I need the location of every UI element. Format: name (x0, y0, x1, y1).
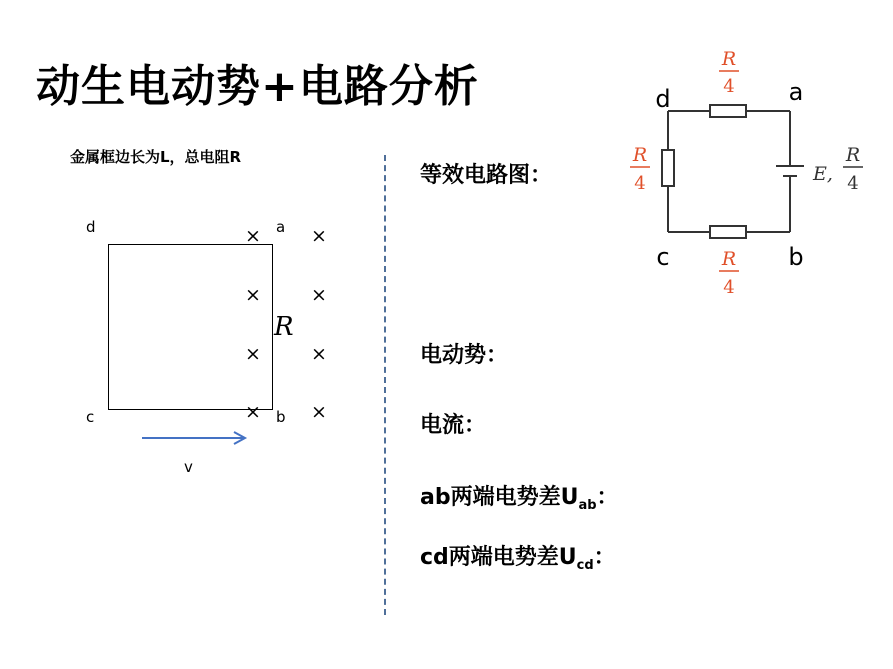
emf-symbol: E, (813, 163, 833, 185)
fraction-denominator: 4 (847, 173, 859, 194)
corner-label-b: b (276, 408, 286, 426)
frame-caption: 金属框边长为L，总电阻R (70, 148, 242, 166)
fraction-denominator: 4 (634, 173, 646, 194)
bottom-resistor-value (719, 248, 739, 298)
field-cross: × (245, 343, 261, 365)
ucd-heading (420, 540, 616, 573)
resistor-dc (662, 150, 674, 186)
velocity-label: v (184, 458, 193, 476)
equivalent-circuit (600, 40, 893, 310)
emf-heading: 电动势： (420, 343, 509, 368)
node-label-c: c (656, 243, 670, 271)
current-heading: 电流： (420, 413, 487, 438)
section-divider (384, 155, 386, 615)
field-cross: × (311, 343, 327, 365)
page-title: 动生电动势+电路分析 (36, 61, 479, 112)
circuit-heading: 等效电路图： (420, 163, 553, 188)
resistor-da (710, 105, 746, 117)
fraction-denominator: 4 (723, 76, 735, 97)
corner-label-a: a (276, 218, 286, 236)
ucd-text: cd两端电势差U (420, 545, 577, 570)
uab-subscript: ab (578, 498, 597, 513)
fraction-numerator: R (632, 144, 648, 166)
field-cross: × (311, 284, 327, 306)
left-resistor-value (630, 144, 650, 194)
fraction-denominator: 4 (723, 277, 735, 298)
uab-heading (420, 480, 619, 513)
uab-colon: ： (596, 485, 619, 510)
field-cross: × (311, 225, 327, 247)
emf-value (812, 144, 863, 194)
field-cross: × (245, 284, 261, 306)
node-label-b: b (788, 243, 804, 271)
metal-frame (108, 244, 273, 410)
uab-text: ab两端电势差U (420, 485, 579, 510)
resistor-cb (710, 226, 746, 238)
field-cross: × (245, 401, 261, 423)
resistor-label: R (274, 312, 294, 342)
field-cross: × (245, 225, 261, 247)
velocity-arrow-icon (140, 428, 252, 448)
node-label-a: a (788, 78, 804, 106)
node-label-d: d (655, 85, 671, 113)
circuit-wires (668, 111, 790, 232)
top-resistor-value (719, 48, 739, 97)
fraction-numerator: R (721, 48, 737, 70)
field-cross: × (311, 401, 327, 423)
ucd-subscript: cd (576, 558, 594, 573)
corner-label-d: d (86, 218, 96, 236)
fraction-numerator: R (721, 248, 737, 270)
corner-label-c: c (86, 408, 95, 426)
ucd-colon: ： (593, 545, 616, 570)
fraction-numerator: R (845, 144, 861, 166)
